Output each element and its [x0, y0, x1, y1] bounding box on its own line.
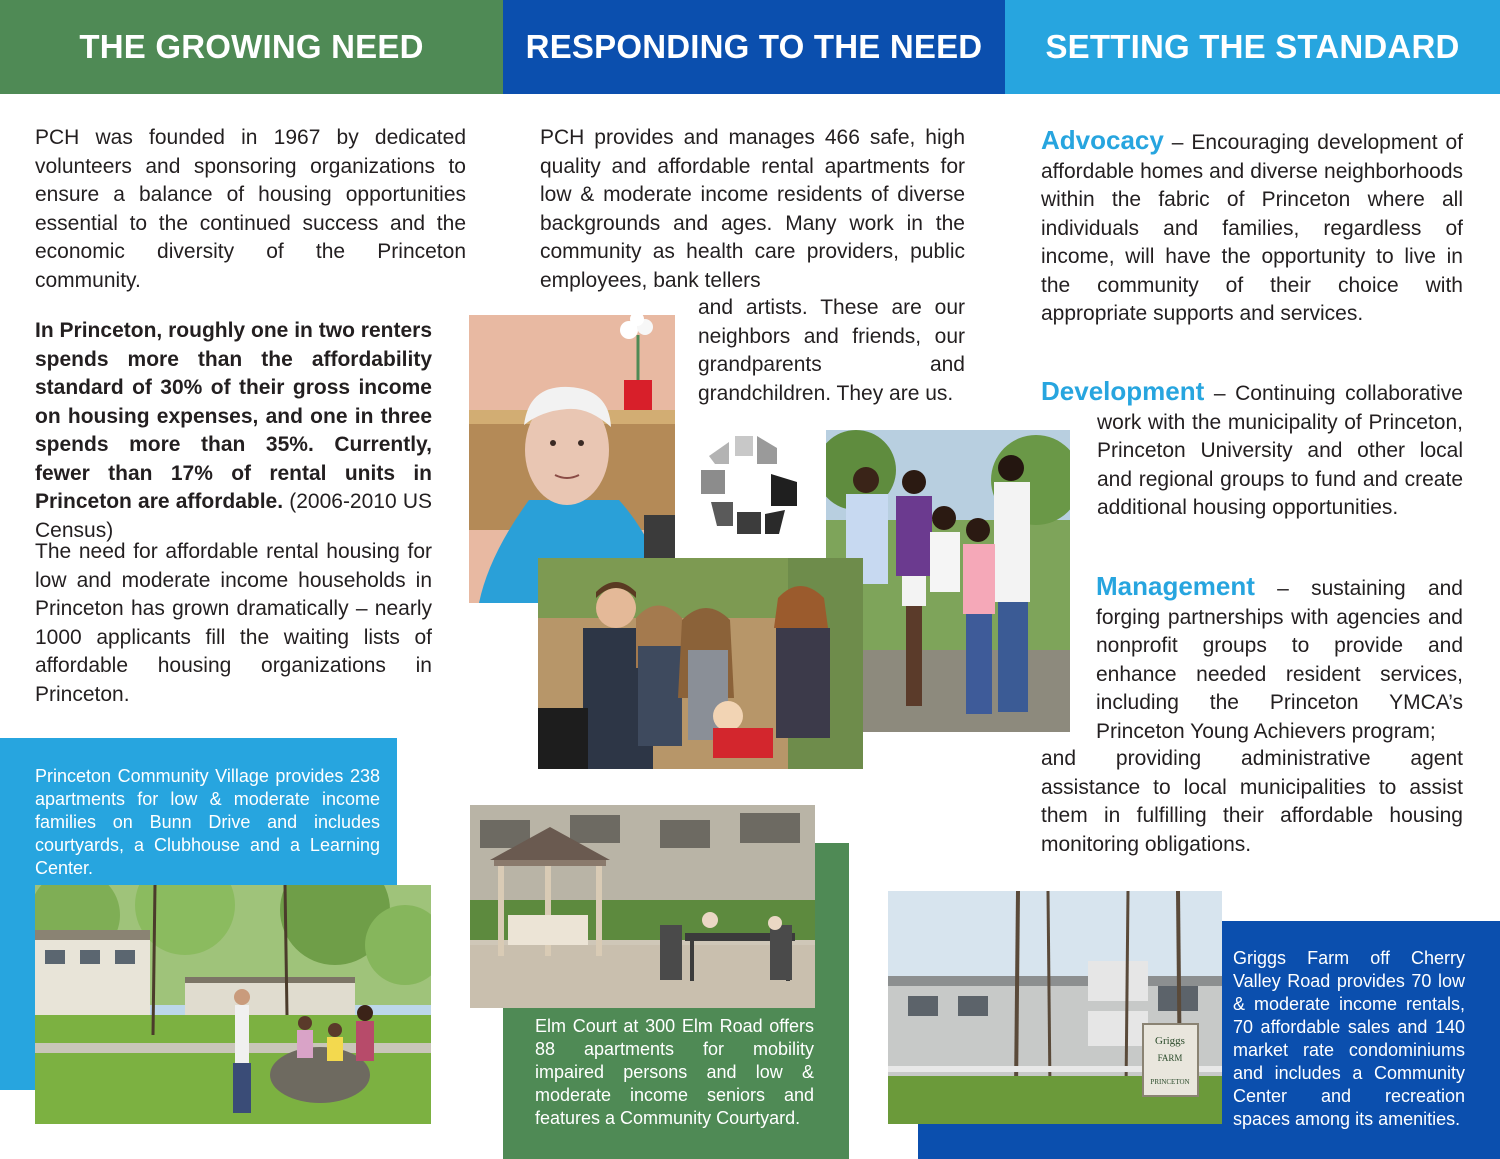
griggs-sign-farm: FARM: [1157, 1053, 1183, 1063]
elm-court-caption: Elm Court at 300 Elm Road offers 88 apartments for mobility impaired persons and low & moderate income seniors and features a Community Courtyard.: [535, 1016, 814, 1128]
advocacy-paragraph: [1041, 126, 1463, 329]
development-heading: Development: [1041, 376, 1205, 406]
header-growing-need: [0, 0, 503, 94]
advocacy-heading: Advocacy: [1041, 125, 1164, 155]
management-paragraph-continued: and providing administrative agent assistance to local municipalities to assist them in fulfilling their affordable housing monitoring obligations.: [1041, 747, 1463, 856]
village-caption: Princeton Community Village provides 238 apartments for low & moderate income families on Bunn Drive and includes courtyards, a Clubhouse and a Learning Center.: [35, 766, 380, 878]
management-text: – sustaining and forging partnerships with agencies and nonprofit groups to provide and enhance needed resident services, including the Princeton YMCA’s Princeton Young Achievers program;: [1096, 577, 1463, 743]
growing-need-intro: PCH was founded in 1967 by dedicated volunteers and sponsoring organizations to ensure a balance of housing opportunities essential to the continued success and the economic diversity of the Princeton community.: [35, 126, 466, 292]
griggs-caption: Griggs Farm off Cherry Valley Road provides 70 low & moderate income rentals, 70 affordable sales and 140 market rate condominiums and includes a Community Center and recreation spaces among its amenities.: [1233, 948, 1465, 1129]
header-standard-label: SETTING THE STANDARD: [1045, 28, 1460, 65]
development-text: – Continuing collaborative work with the municipality of Princeton, Princeton University and other local and regional groups to fund and create additional housing opportunities.: [1097, 382, 1463, 519]
village-photo: [35, 885, 431, 1124]
growing-need-paragraph: The need for affordable rental housing for low and moderate income households in Princeton has grown dramatically – nearly 1000 applicants fill the waiting lists of affordable housing organizations in Princeton.: [35, 540, 432, 706]
header-responding: [503, 0, 1005, 94]
pch-logo-icon: [697, 434, 801, 538]
griggs-farm-photo: [888, 891, 1222, 1124]
griggs-sign-princeton: PRINCETON: [1150, 1078, 1190, 1086]
header-growing-need-label: THE GROWING NEED: [79, 28, 424, 65]
responding-intro: PCH provides and manages 466 safe, high quality and affordable rental apartments for low & moderate income residents of diverse backgrounds and ages. Many work in the community as health care providers, public employees, bank tellers: [540, 126, 965, 292]
management-paragraph: [1096, 572, 1463, 746]
elm-court-photo: [470, 805, 815, 1008]
advocacy-text: – Encouraging development of affordable homes and diverse neighborhoods within the fabric of Princeton where all individuals and families, regardless of income, will have the opportunity to live in the community of their choice with appropriate supports and services.: [1041, 131, 1463, 325]
family-with-children-photo: [538, 558, 863, 769]
header-standard: [1005, 0, 1500, 94]
griggs-sign-name: Griggs: [1155, 1035, 1185, 1047]
statistic-source: (2006-2010 US Census): [35, 490, 432, 542]
development-paragraph: [1041, 377, 1463, 523]
management-heading: Management: [1096, 571, 1255, 601]
statistic-bold: In Princeton, roughly one in two renters spends more than the affordability standard of 30% of their gross income on housing expenses, and one in three spends more than 35%. Currently, fewer than 17% of rental units in Princeton are affordable.: [35, 319, 432, 513]
header-responding-label: RESPONDING TO THE NEED: [525, 28, 983, 65]
responding-intro-continued: and artists. These are our neighbors and friends, our grandparents and grandchildren. They are us.: [698, 296, 965, 405]
growing-need-statistic: [35, 317, 432, 545]
